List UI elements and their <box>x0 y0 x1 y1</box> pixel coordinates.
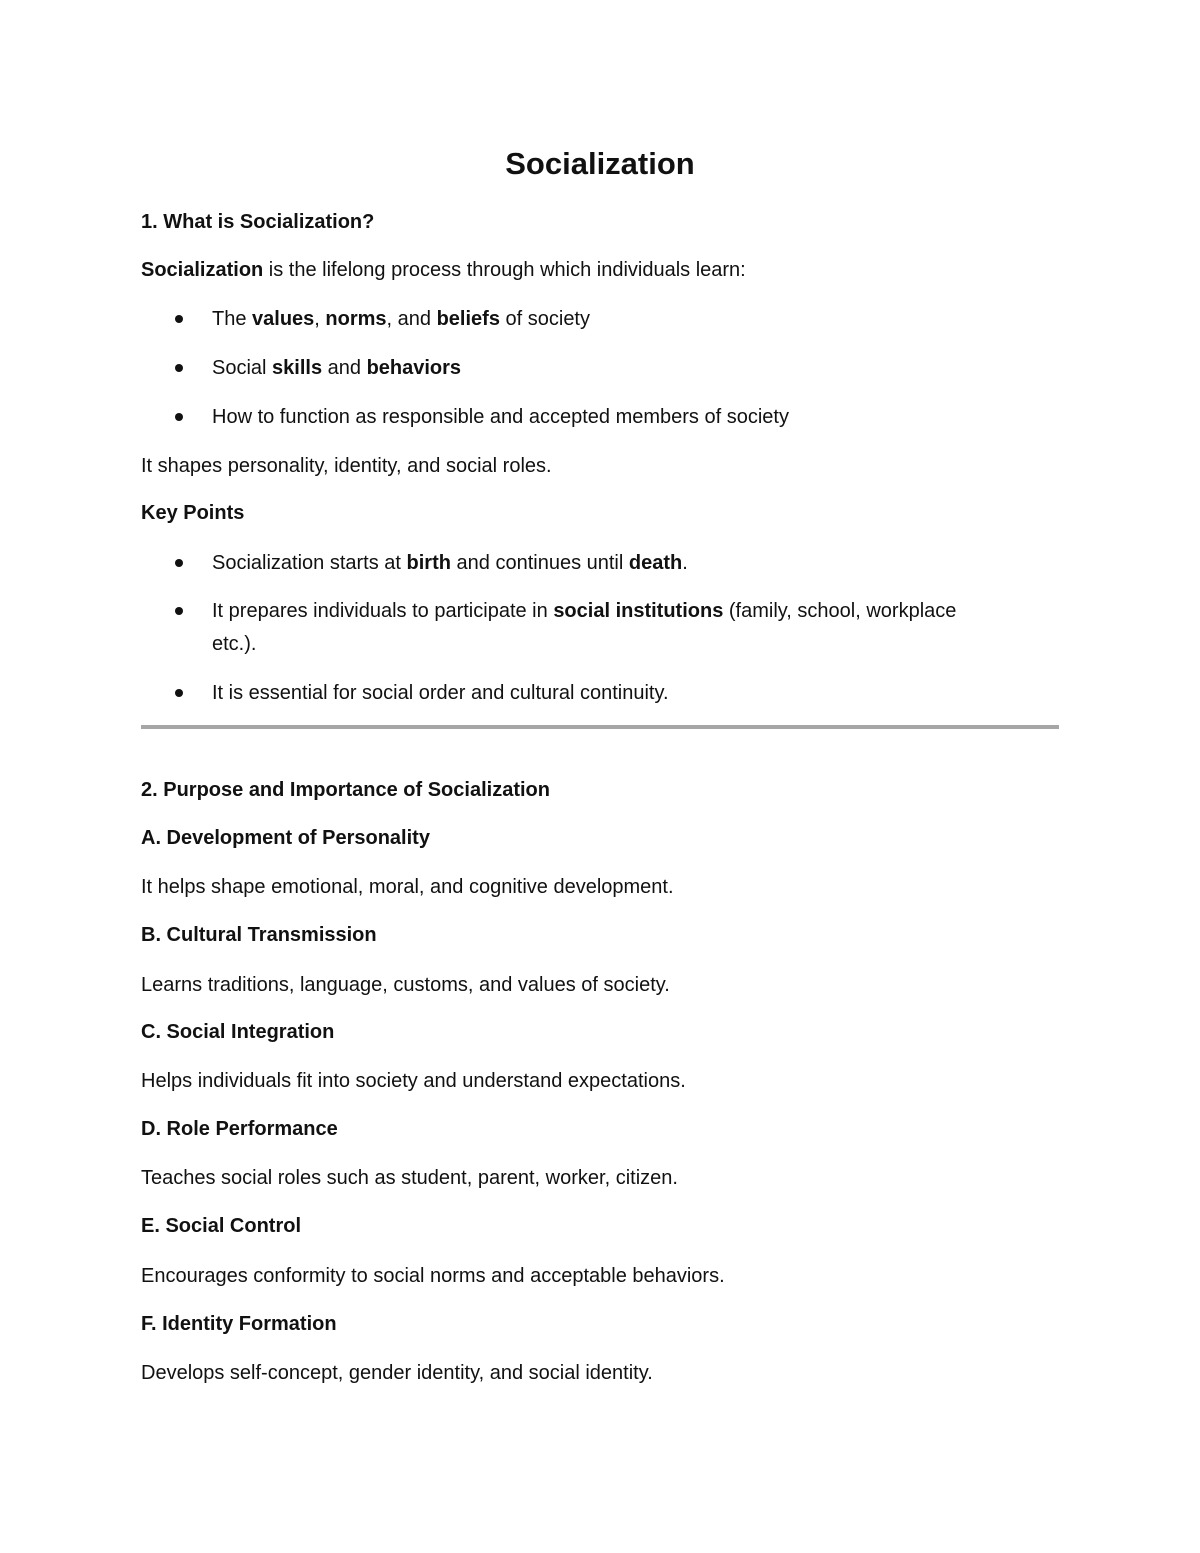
subsection-heading: C. Social Integration <box>141 1021 335 1043</box>
bullet-icon <box>175 413 183 421</box>
section-1-heading: 1. What is Socialization? <box>141 211 375 233</box>
subsection-heading: A. Development of Personality <box>141 827 430 849</box>
bullet-icon <box>175 315 183 323</box>
subsection-text: Helps individuals fit into society and understand expectations. <box>141 1070 686 1092</box>
list-item-continuation: etc.). <box>212 633 257 655</box>
list-item: The values, norms, and beliefs of society <box>212 308 590 330</box>
bullet-icon <box>175 689 183 697</box>
subsection-heading: F. Identity Formation <box>141 1313 337 1335</box>
subsection-heading: E. Social Control <box>141 1215 302 1237</box>
list-item: Social skills and behaviors <box>212 357 462 379</box>
subsection-text: Develops self-concept, gender identity, and social identity. <box>141 1362 653 1384</box>
summary-paragraph: It shapes personality, identity, and social roles. <box>141 455 552 477</box>
horizontal-divider <box>141 725 1059 729</box>
list-item: Socialization starts at birth and continues until death. <box>212 552 688 574</box>
subsection-text: It helps shape emotional, moral, and cognitive development. <box>141 876 674 898</box>
bullet-icon <box>175 607 183 615</box>
key-points-heading: Key Points <box>141 502 245 524</box>
page-title: Socialization <box>505 146 695 181</box>
list-item: It prepares individuals to participate in social institutions (family, school, workplace <box>212 600 957 622</box>
subsection-heading: B. Cultural Transmission <box>141 924 377 946</box>
intro-term: Socialization <box>141 259 264 281</box>
bullet-icon <box>175 559 183 567</box>
intro-paragraph <box>141 257 746 283</box>
subsection-text: Teaches social roles such as student, parent, worker, citizen. <box>141 1167 678 1189</box>
intro-text: is the lifelong process through which individuals learn: <box>263 259 746 281</box>
subsection-text: Encourages conformity to social norms and acceptable behaviors. <box>141 1265 725 1287</box>
bullet-icon <box>175 364 183 372</box>
section-2-heading: 2. Purpose and Importance of Socialization <box>141 779 550 801</box>
list-item: How to function as responsible and accepted members of society <box>212 406 789 428</box>
subsection-text: Learns traditions, language, customs, and values of society. <box>141 974 670 996</box>
subsection-heading: D. Role Performance <box>141 1118 338 1140</box>
list-item: It is essential for social order and cultural continuity. <box>212 682 669 704</box>
